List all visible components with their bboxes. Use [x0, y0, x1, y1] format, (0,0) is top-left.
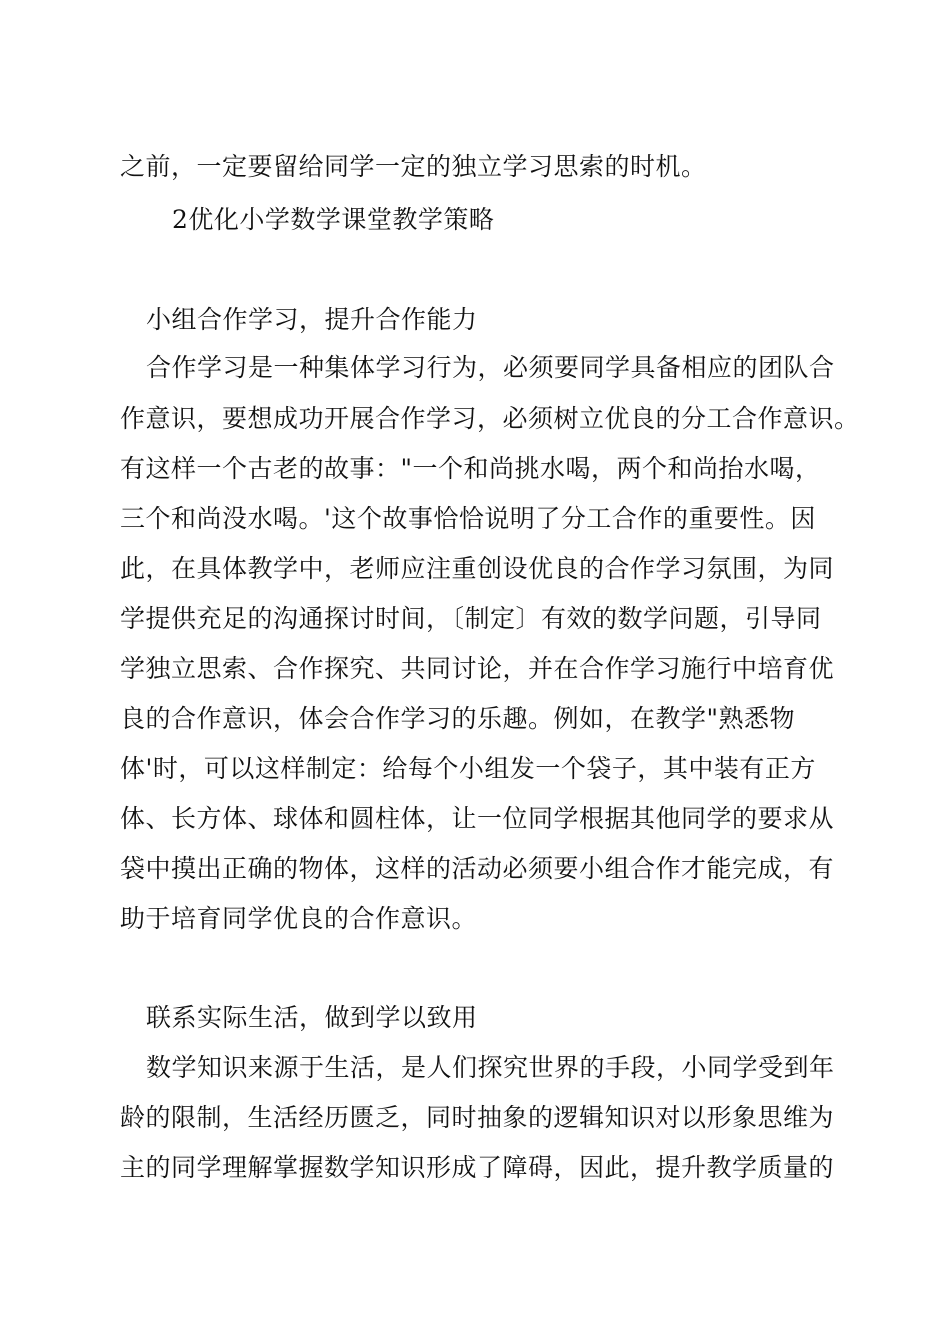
text-line: 学独立思索、合作探究、共同讨论，并在合作学习施行中培育优 [120, 654, 835, 683]
text-line: 有这样一个古老的故事："一个和尚挑水喝，两个和尚抬水喝， [120, 454, 821, 483]
text-line: 合作学习是一种集体学习行为，必须要同学具备相应的团队合 [146, 353, 835, 382]
text-line: 作意识，要想成功开展合作学习，必须树立优良的分工合作意识。 [120, 404, 860, 433]
subsection-heading: 联系实际生活，做到学以致用 [146, 1003, 478, 1032]
text-line: 之前，一定要留给同学一定的独立学习思索的时机。 [120, 152, 707, 181]
text-line: 此，在具体教学中，老师应注重创设优良的合作学习氛围，为同 [120, 554, 835, 583]
text-line: 助于培育同学优良的合作意识。 [120, 904, 478, 933]
text-line: 数学知识来源于生活，是人们探究世界的手段，小同学受到年 [146, 1053, 835, 1082]
text-line: 三个和尚没水喝。'这个故事恰恰说明了分工合作的重要性。因 [120, 504, 816, 533]
subsection-heading: 小组合作学习，提升合作能力 [146, 305, 478, 334]
section-heading: 2优化小学数学课堂教学策略 [172, 205, 495, 234]
text-line: 学提供充足的沟通探讨时间，〔制定〕有效的数学问题，引导同 [120, 604, 822, 633]
text-line: 主的同学理解掌握数学知识形成了障碍，因此，提升教学质量的 [120, 1153, 835, 1182]
text-line: 体'时，可以这样制定：给每个小组发一个袋子，其中装有正方 [120, 754, 816, 783]
text-line: 体、长方体、球体和圆柱体，让一位同学根据其他同学的要求从 [120, 804, 835, 833]
text-line: 龄的限制，生活经历匮乏，同时抽象的逻辑知识对以形象思维为 [120, 1103, 835, 1132]
text-line: 袋中摸出正确的物体，这样的活动必须要小组合作才能完成，有 [120, 854, 835, 883]
text-line: 良的合作意识，体会合作学习的乐趣。例如，在教学"熟悉物 [120, 704, 796, 733]
